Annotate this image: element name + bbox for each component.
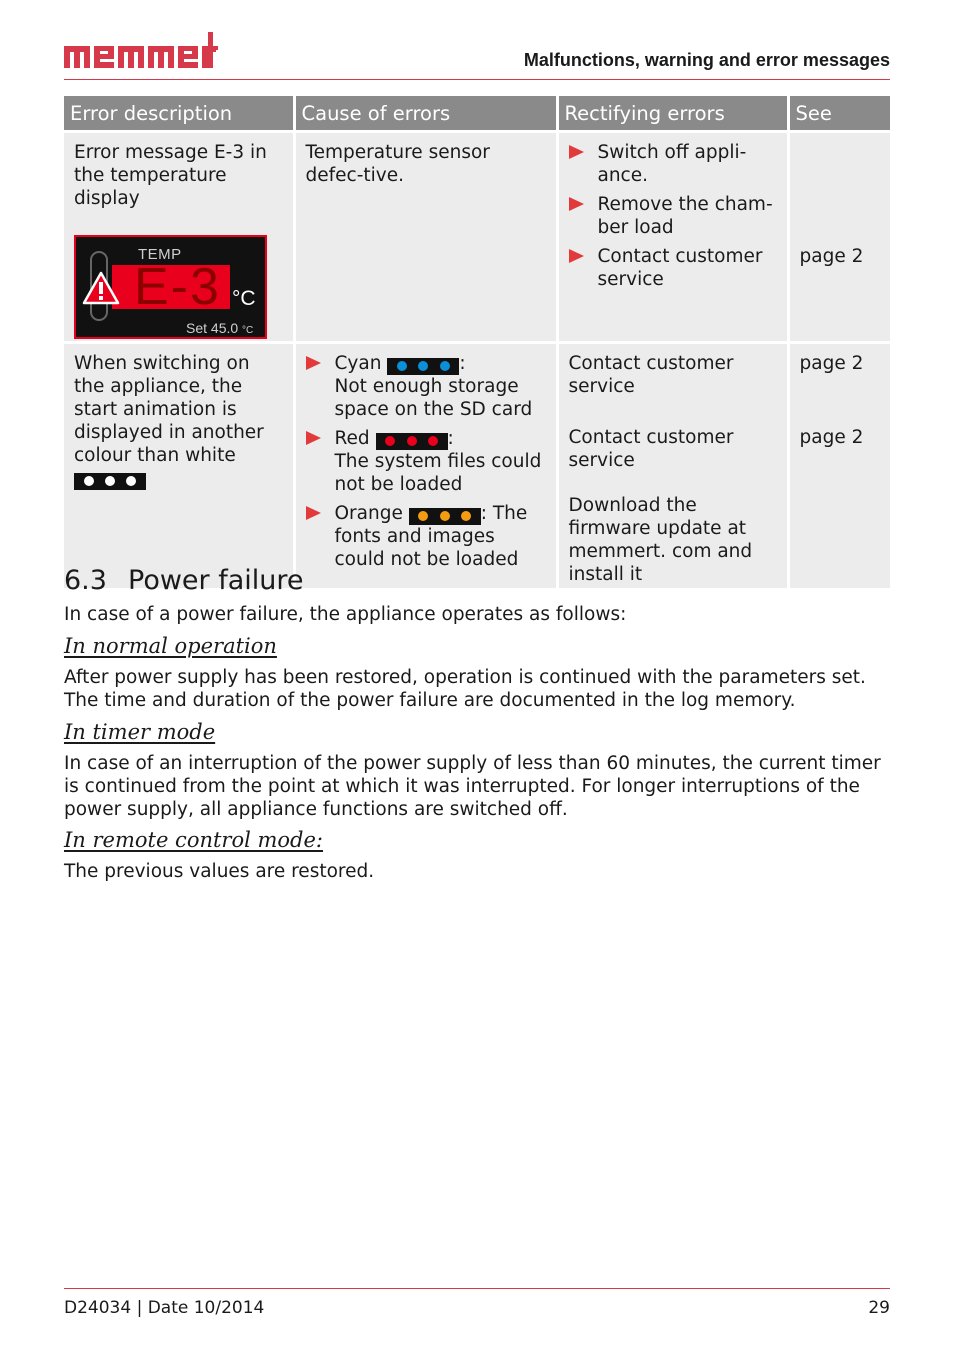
- dot-icon: [440, 511, 450, 521]
- footer-doc-info: D24034 | Date 10/2014: [64, 1298, 265, 1318]
- subheading-remote-control: In remote control mode:: [64, 828, 324, 852]
- display-setpoint-unit: °C: [242, 325, 254, 336]
- page-number: 29: [868, 1298, 890, 1318]
- warning-triangle-icon: [82, 271, 120, 305]
- see-reference: page 2: [799, 353, 864, 374]
- display-setpoint: [186, 317, 253, 342]
- subheading-normal-operation: In normal operation: [64, 634, 277, 658]
- display-temp-label: TEMP: [138, 246, 182, 263]
- section-title: Power failure: [128, 565, 304, 596]
- cell-see: [788, 132, 890, 343]
- cause-text: The system files could not be loaded: [334, 451, 542, 495]
- remedy-text: Contact customer service: [597, 246, 763, 290]
- cell-description: [64, 132, 294, 343]
- subheading-timer-mode: In timer mode: [64, 720, 216, 744]
- dot-icon: [418, 361, 428, 371]
- cause-color-name: Cyan: [334, 353, 382, 374]
- table-row: [64, 343, 890, 589]
- col-header-cause: Cause of errors: [294, 96, 557, 132]
- cell-remedy: [557, 132, 788, 343]
- remedy-text: Remove the cham-ber load: [597, 194, 773, 238]
- cause-color-name: Red: [334, 428, 370, 449]
- dot-icon: [84, 476, 94, 486]
- remedy-item: [569, 141, 779, 187]
- arrow-bullet-icon: [306, 431, 321, 445]
- cause-item: Red : The system files could not be loaded: [306, 427, 548, 496]
- memmert-logo: [64, 30, 218, 72]
- row1-cause: Temperature sensor defec-tive.: [305, 142, 490, 186]
- remedy-item: [569, 193, 779, 239]
- display-unit: °C: [232, 287, 256, 310]
- footer-divider: [64, 1288, 890, 1289]
- cell-cause: [294, 132, 557, 343]
- arrow-bullet-icon: [569, 197, 584, 211]
- white-dots-indicator: [74, 473, 146, 490]
- row1-description: Error message E-3 in the temperature display: [74, 142, 267, 209]
- dot-icon: [126, 476, 136, 486]
- arrow-bullet-icon: [569, 249, 584, 263]
- dot-icon: [440, 361, 450, 371]
- orange-dots-indicator: [409, 508, 481, 525]
- section-intro: In case of a power failure, the appliance operates as follows:: [64, 604, 627, 625]
- cause-color-name: Orange: [334, 503, 403, 524]
- arrow-bullet-icon: [306, 506, 321, 520]
- cause-text: The fonts and images could not be loaded: [334, 503, 528, 570]
- dot-icon: [397, 361, 407, 371]
- red-dots-indicator: [376, 433, 448, 450]
- remote-control-text: The previous values are restored.: [64, 861, 375, 882]
- remedy-text: Contact customer service: [568, 353, 734, 397]
- cause-text: Not enough storage space on the SD card: [334, 376, 533, 420]
- col-header-rectifying: Rectifying errors: [557, 96, 788, 132]
- table-row: [64, 132, 890, 343]
- header-title: Malfunctions, warning and error messages: [523, 50, 890, 70]
- cyan-dots-indicator: [387, 358, 459, 375]
- dot-icon: [418, 511, 428, 521]
- row2-description: When switching on the appliance, the start animation is displayed in another colour than white: [74, 353, 264, 466]
- see-reference: page 2: [799, 427, 864, 448]
- remedy-text: Contact customer service: [568, 427, 734, 471]
- normal-operation-text: After power supply has been restored, operation is continued with the parameters set. The time and duration of the power failure are documented in the log memory.: [64, 667, 866, 711]
- display-setpoint-value: Set 45.0: [186, 320, 239, 336]
- dot-icon: [105, 476, 115, 486]
- col-header-error-description: Error description: [64, 96, 294, 132]
- section-heading: [64, 565, 304, 596]
- dot-icon: [461, 511, 471, 521]
- dot-icon: [428, 436, 438, 446]
- cause-item: Cyan : Not enough storage space on the SD card: [306, 352, 548, 421]
- see-reference: page 2: [799, 246, 864, 267]
- arrow-bullet-icon: [306, 356, 321, 370]
- timer-mode-text: In case of an interruption of the power supply of less than 60 minutes, the current timer is continued from the point at which it was interrupted. For longer interruptions of the power supply, all appliance functions are switched off.: [64, 753, 881, 820]
- cell-cause: [294, 343, 557, 589]
- error-table: [64, 96, 890, 588]
- cell-see: [788, 343, 890, 589]
- section-number: 6.3: [64, 565, 107, 596]
- col-header-see: See: [788, 96, 890, 132]
- cell-remedy: [557, 343, 788, 589]
- arrow-bullet-icon: [569, 145, 584, 159]
- remedy-text: Download the firmware update at memmert. com and install it: [568, 495, 753, 585]
- dot-icon: [385, 436, 395, 446]
- table-header-row: [64, 96, 890, 132]
- display-error-code: E-3: [134, 258, 221, 316]
- remedy-item: [569, 245, 779, 291]
- cause-item: Orange : The fonts and images could not be loaded: [306, 502, 548, 571]
- cell-description: [64, 343, 294, 589]
- remedy-text: Switch off appli-ance.: [597, 142, 747, 186]
- dot-icon: [407, 436, 417, 446]
- temperature-display: [74, 235, 267, 339]
- header-divider: [64, 79, 890, 80]
